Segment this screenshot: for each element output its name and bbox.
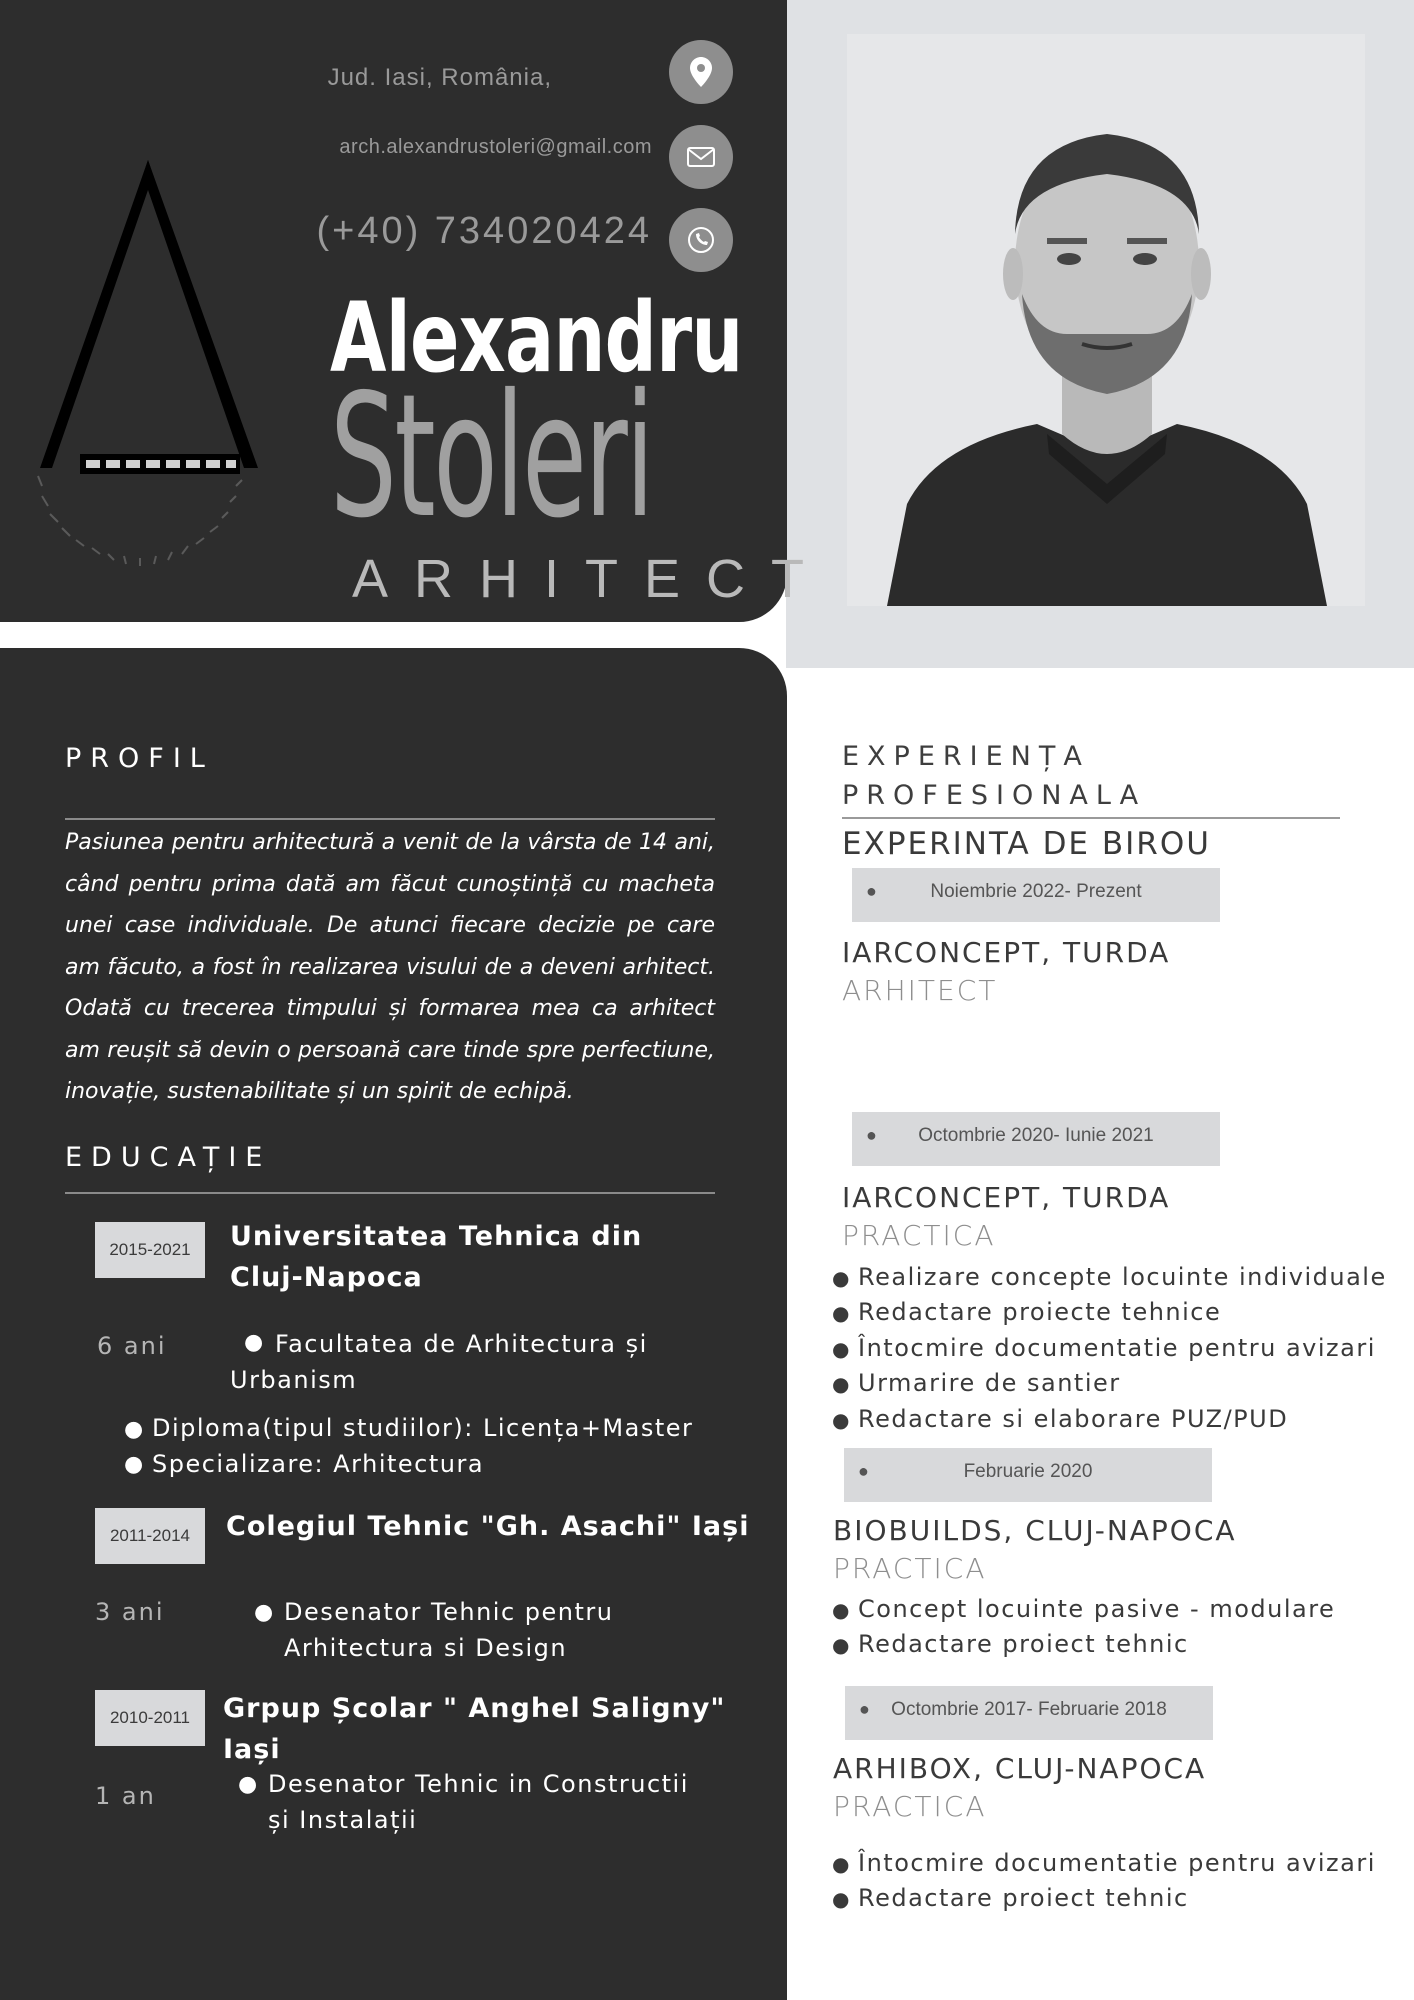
education-detail: Desenator Tehnic in Constructii [268,1770,689,1798]
envelope-icon [669,125,733,189]
profile-photo [847,34,1365,606]
job-title: ARHITECT [352,549,830,609]
education-school: Colegiul Tehnic "Gh. Asachi" Iași [226,1511,750,1542]
education-detail: Diploma(tipul studiilor): Licența+Master [152,1414,694,1442]
education-detail-cont: și Instalații [268,1806,418,1834]
experience-divider [842,817,1340,819]
experience-heading-cont: PROFESIONALA [842,780,1147,811]
job-task: ● Concept locuinte pasive - modulare [832,1595,1336,1623]
experience-subheading: EXPERINTA DE BIROU [842,826,1211,862]
first-name: Alexandru [330,282,743,394]
education-years-badge: 2011-2014 [95,1508,205,1564]
education-divider [65,1192,715,1194]
education-duration: 1 an [95,1782,156,1810]
bullet: ● [254,1600,274,1625]
education-duration: 6 ani [97,1332,167,1360]
education-detail-cont: Arhitectura si Design [284,1634,568,1662]
education-school: Universitatea Tehnica din Cluj-Napoca [230,1221,643,1293]
address-text: Jud. Iasi, România, [327,64,552,91]
job-company: IARCONCEPT, TURDA [842,936,1171,969]
phone-number[interactable]: (+40) 734020424 [316,210,652,252]
experience-heading: EXPERIENȚA [842,741,1090,772]
job-company: BIOBUILDS, CLUJ-NAPOCA [833,1514,1237,1547]
job-role: PRACTICA [842,1219,996,1252]
job-date-badge: ● Februarie 2020 [844,1448,1212,1502]
job-company: IARCONCEPT, TURDA [842,1181,1171,1214]
job-date-badge: ● Octombrie 2017- Februarie 2018 [845,1686,1213,1740]
education-duration: 3 ani [95,1598,165,1626]
job-task: ● Realizare concepte locuinte individuale [832,1263,1387,1291]
job-date: Noiembrie 2022- Prezent [930,881,1142,902]
bullet: ● [244,1330,264,1355]
job-task: ● Redactare proiect tehnic [832,1630,1189,1658]
job-date: Octombrie 2017- Februarie 2018 [891,1699,1167,1720]
job-date: Octombrie 2020- Iunie 2021 [918,1125,1154,1146]
job-task: ● Redactare si elaborare PUZ/PUD [832,1405,1289,1433]
education-years-badge: 2010-2011 [95,1690,205,1746]
job-task: ● Întocmire documentatie pentru avizari [832,1334,1376,1362]
job-task: ● Întocmire documentatie pentru avizari [832,1849,1376,1877]
job-task: ● Urmarire de santier [832,1369,1121,1397]
job-role: PRACTICA [833,1790,987,1823]
education-years-badge: 2015-2021 [95,1222,205,1278]
job-company: ARHIBOX, CLUJ-NAPOCA [833,1752,1207,1785]
job-task: ● Redactare proiecte tehnice [832,1298,1222,1326]
job-task: ● Redactare proiect tehnic [832,1884,1189,1912]
education-detail: Specializare: Arhitectura [152,1450,485,1478]
education-heading: EDUCAȚIE [65,1142,272,1173]
bullet: ● [238,1772,258,1797]
profile-heading: PROFIL [65,743,214,774]
job-date-badge: ● Octombrie 2020- Iunie 2021 [852,1112,1220,1166]
email-link[interactable]: arch.alexandrustoleri@gmail.com [339,136,652,158]
job-role: PRACTICA [833,1552,987,1585]
education-faculty-cont: Urbanism [230,1366,358,1394]
location-pin-icon [669,40,733,104]
job-date-badge: ● Noiembrie 2022- Prezent [852,868,1220,922]
education-faculty: Facultatea de Arhitectura și [275,1330,648,1358]
profile-text: Pasiunea pentru arhitectură a venit de la vârsta de 14 ani, când pentru prima dată am făcut cunoștință cu macheta unei case individuale. De atunci fiecare decizie pe care am făcuto, a fost în realizarea visului de a deveni arhitect. Odată cu trecerea timpului și formarea mea ca arhitect am reușit să devin o persoană care tinde spre perfectiune, inovație, sustenabilitate și un spirit de echipă. [65,830,715,1104]
education-school: Grpup Școlar " Anghel Saligny" Iași [223,1693,726,1765]
bullet: ● [124,1417,144,1442]
architect-logo [28,150,278,600]
job-role: ARHITECT [842,974,998,1007]
education-detail: Desenator Tehnic pentru [284,1598,614,1626]
phone-icon [669,208,733,272]
job-date: Februarie 2020 [963,1461,1093,1482]
last-name: Stoleri [330,358,653,556]
bullet: ● [124,1452,144,1477]
profile-divider [65,818,715,820]
